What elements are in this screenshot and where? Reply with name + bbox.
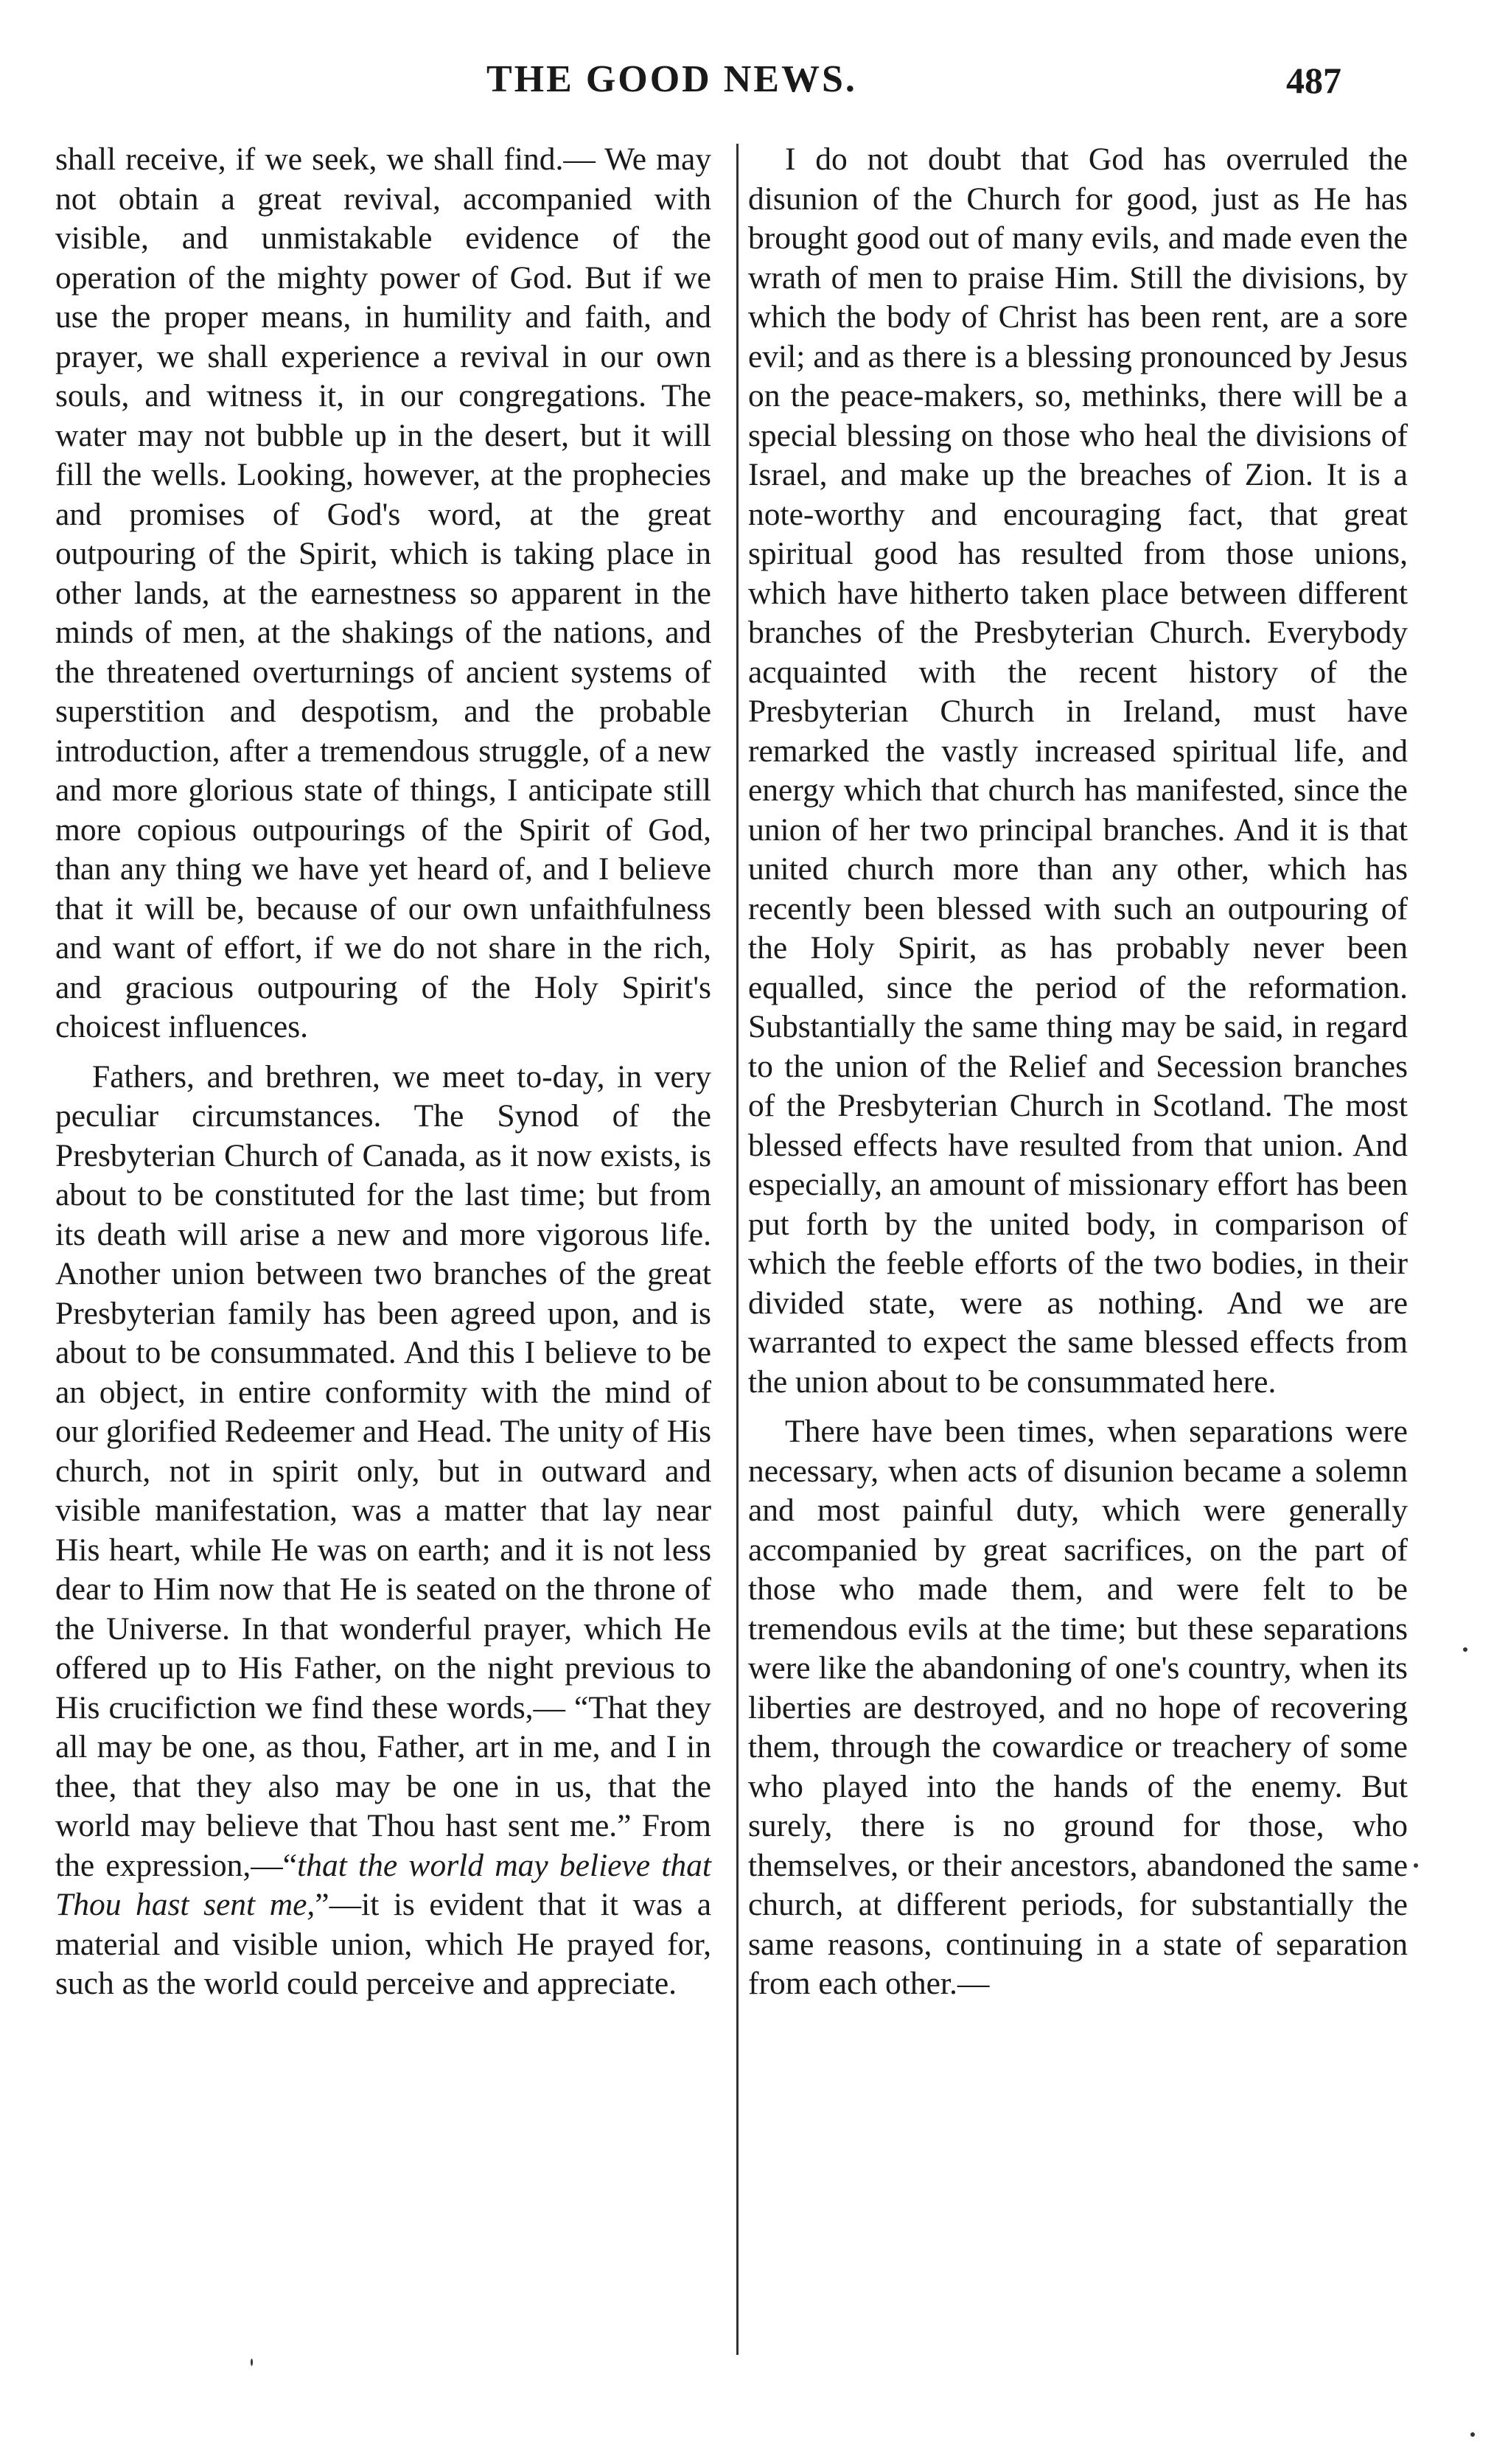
print-speck bbox=[1463, 1647, 1467, 1652]
left-column bbox=[55, 140, 711, 2014]
page-number: 487 bbox=[1286, 60, 1341, 101]
right-paragraph-1: I do not doubt that God has overruled the disunion of the Church for good, just as He has brought good out of many evils, and made even the wrath of men to praise Him. Still the divisions, by which the body of Christ has been rent, are a sore evil; and as there is a blessing pronounced by Jesus on the peace-makers, so, methinks, there will be a special blessing on those who heal the divisions of Israel, and make up the breaches of Zion. It is a note-worthy and encouraging fact, that great spiritual good has resulted from those unions, which have hitherto taken place between different branches of the Presbyterian Church. Everybody acquainted with the recent history of the Presbyterian Church in Ireland, must have remarked the vastly increased spiritual life, and energy which that church has manifested, since the union of her two principal branches. And it is that united church more than any other, which has recently been blessed with such an outpouring of the Holy Spirit, as has probably never been equalled, since the period of the reformation. Substantially the same thing may be said, in regard to the union of the Relief and Secession branches of the Presbyterian Church in Scotland. The most blessed effects have resulted from that union. And especially, an amount of missionary effort has been put forth by the united body, in comparison of which the feeble efforts of the two bodies, in their divided state, were as nothing. And we are warranted to expect the same blessed effects from the union about to be consummated here. bbox=[748, 142, 1408, 1400]
column-divider bbox=[736, 144, 739, 2355]
left-paragraph-2 bbox=[55, 1058, 711, 2004]
right-column bbox=[748, 140, 1408, 2014]
left-paragraph-2-end: ”—it is evident that it was a material and visible union, which He prayed for, such as the world could perceive and appreciate. bbox=[55, 1887, 712, 2001]
left-paragraph-2-text: Fathers, and brethren, we meet to-day, in very peculiar circumstances. The Synod of the Presbyterian Church of Canada, as it now exists, is about to be constituted for the last time; but from its death will arise a new and more vigorous life. Another union between two branches of the great Presbyterian family has been agreed upon, and is about to be consummated. And this I believe to be an object, in entire conformity with the mind of our glorified Redeemer and Head. The unity of His church, not in spirit only, but in outward and visible manifestation, was a matter that lay near His heart, while He was on earth; and it is not less dear to Him now that He is seated on the throne of the Universe. In that wonderful prayer, which He offered up to His Father, on the night previous to His crucifiction we find these words,— “That they all may be one, as thou, Father, art in me, and I in thee, that they also may be one in us, that the world may believe that Thou hast sent me.” From the expression,—“ bbox=[55, 1058, 711, 1883]
print-speck bbox=[251, 2359, 253, 2366]
print-speck bbox=[1414, 1863, 1418, 1868]
scripture-quote-italic: that the world may believe that Thou hast sent me, bbox=[55, 1847, 711, 1922]
right-paragraph-2: There have been times, when separations were necessary, when acts of disunion became a solemn and most painful duty, which were generally accompanied by great sacrifices, on the part of those who made them, and were felt to be tremendous evils at the time; but these separations were like the abandoning of one's country, when its liberties are destroyed, and no hope of recovering them, through the cowardice or treachery of some who played into the hands of the enemy. But surely, there is no ground for those, who themselves, or their ancestors, abandoned the same church, at different periods, for substantially the same reasons, continuing in a state of separation from each other.— bbox=[748, 1414, 1408, 2001]
left-paragraph-1: shall receive, if we seek, we shall find.— We may not obtain a great revival, accompanied with visible, and unmistakable evidence of the operation of the mighty power of God. But if we use the proper means, in humility and faith, and prayer, we shall experience a revival in our own souls, and witness it, in our congregations. The water may not bubble up in the desert, but it will fill the wells. Looking, however, at the prophecies and promises of God's word, at the great outpouring of the Spirit, which is taking place in other lands, at the earnestness so apparent in the minds of men, at the shakings of the nations, and the threatened overturnings of ancient systems of superstition and despotism, and the probable introduction, after a tremendous struggle, of a new and more glorious state of things, I anticipate still more copious outpourings of the Spirit of God, than any thing we have yet heard of, and I believe that it will be, because of our own unfaithfulness and want of effort, if we do not share in the rich, and gracious outpouring of the Holy Spirit's choicest influences. bbox=[55, 142, 711, 1044]
print-speck bbox=[1470, 2432, 1475, 2437]
running-header-title: THE GOOD NEWS. bbox=[486, 58, 857, 100]
